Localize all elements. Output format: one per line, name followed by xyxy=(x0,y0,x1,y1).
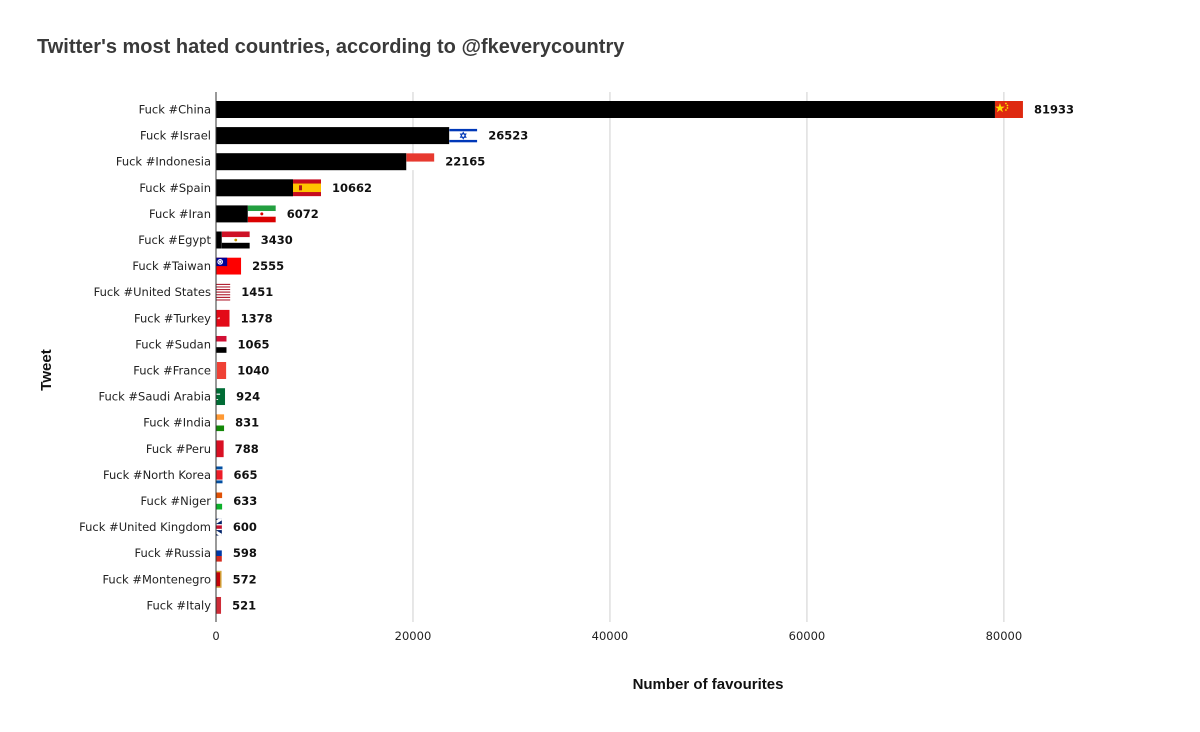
category-label: Fuck #Turkey xyxy=(134,311,211,326)
value-label: 1040 xyxy=(237,363,270,378)
category-label: Fuck #Peru xyxy=(145,441,211,456)
category-label: Fuck #Iran xyxy=(148,206,211,221)
category-label: Fuck #India xyxy=(143,415,211,430)
bar xyxy=(216,232,222,249)
value-label: 572 xyxy=(232,572,257,587)
taiwan-flag-icon xyxy=(213,258,241,275)
value-label: 2555 xyxy=(252,259,285,274)
category-label: Fuck #Montenegro xyxy=(102,572,211,587)
value-label: 633 xyxy=(233,494,258,508)
category-label: Fuck #North Korea xyxy=(103,467,211,482)
bar xyxy=(216,101,995,118)
value-label: 10662 xyxy=(332,180,373,195)
egypt-flag-icon xyxy=(222,232,250,249)
x-tick-label: 20000 xyxy=(394,629,432,643)
category-label: Fuck #Saudi Arabia xyxy=(98,389,211,404)
category-label: Fuck #United States xyxy=(93,285,211,300)
value-label: 3430 xyxy=(260,233,293,247)
value-label: 600 xyxy=(232,520,257,535)
x-tick-label: 0 xyxy=(212,629,220,643)
bar xyxy=(216,153,406,170)
x-tick-label: 60000 xyxy=(788,629,826,643)
bars xyxy=(216,101,995,249)
value-label: 6072 xyxy=(286,206,319,221)
chart-title: Twitter's most hated countries, according to @fkeverycountry xyxy=(37,36,625,58)
category-label: Fuck #Spain xyxy=(139,180,211,195)
category-label: Fuck #France xyxy=(133,363,211,378)
gridlines xyxy=(413,92,1004,622)
category-label: Fuck #Egypt xyxy=(138,233,211,247)
spain-flag-icon xyxy=(293,179,321,196)
x-axis-title: Number of favourites xyxy=(632,676,784,693)
value-label: 598 xyxy=(232,546,257,561)
category-label: Fuck #Taiwan xyxy=(132,259,211,274)
flag-icons xyxy=(193,101,1023,614)
value-label: 924 xyxy=(236,389,261,404)
value-label: 1378 xyxy=(240,311,273,326)
category-label: Fuck #Niger xyxy=(140,494,211,508)
x-tick-label: 80000 xyxy=(985,629,1023,643)
category-label: Fuck #United Kingdom xyxy=(79,520,211,535)
value-label: 1065 xyxy=(237,337,270,352)
value-label: 22165 xyxy=(445,154,486,169)
indonesia-flag-icon xyxy=(406,153,434,170)
china-flag-icon xyxy=(995,101,1023,118)
value-label: 26523 xyxy=(488,128,529,143)
x-tick-label: 40000 xyxy=(591,629,629,643)
value-label: 665 xyxy=(233,467,258,482)
value-label: 831 xyxy=(235,415,260,430)
bar xyxy=(216,127,449,144)
value-label: 1451 xyxy=(241,285,274,300)
israel-flag-icon xyxy=(449,127,477,144)
category-label: Fuck #Russia xyxy=(134,546,211,561)
value-label: 521 xyxy=(232,598,257,613)
iran-flag-icon xyxy=(248,205,276,222)
category-label: Fuck #Israel xyxy=(140,128,211,143)
value-label: 788 xyxy=(234,441,259,456)
category-label: Fuck #Italy xyxy=(146,598,211,613)
category-label: Fuck #Indonesia xyxy=(115,154,211,169)
bar xyxy=(216,205,248,222)
value-label: 81933 xyxy=(1033,102,1074,117)
y-axis-title: Tweet xyxy=(38,349,55,391)
category-label: Fuck #Sudan xyxy=(135,337,211,352)
category-label: Fuck #China xyxy=(138,102,211,117)
bar xyxy=(216,179,293,196)
